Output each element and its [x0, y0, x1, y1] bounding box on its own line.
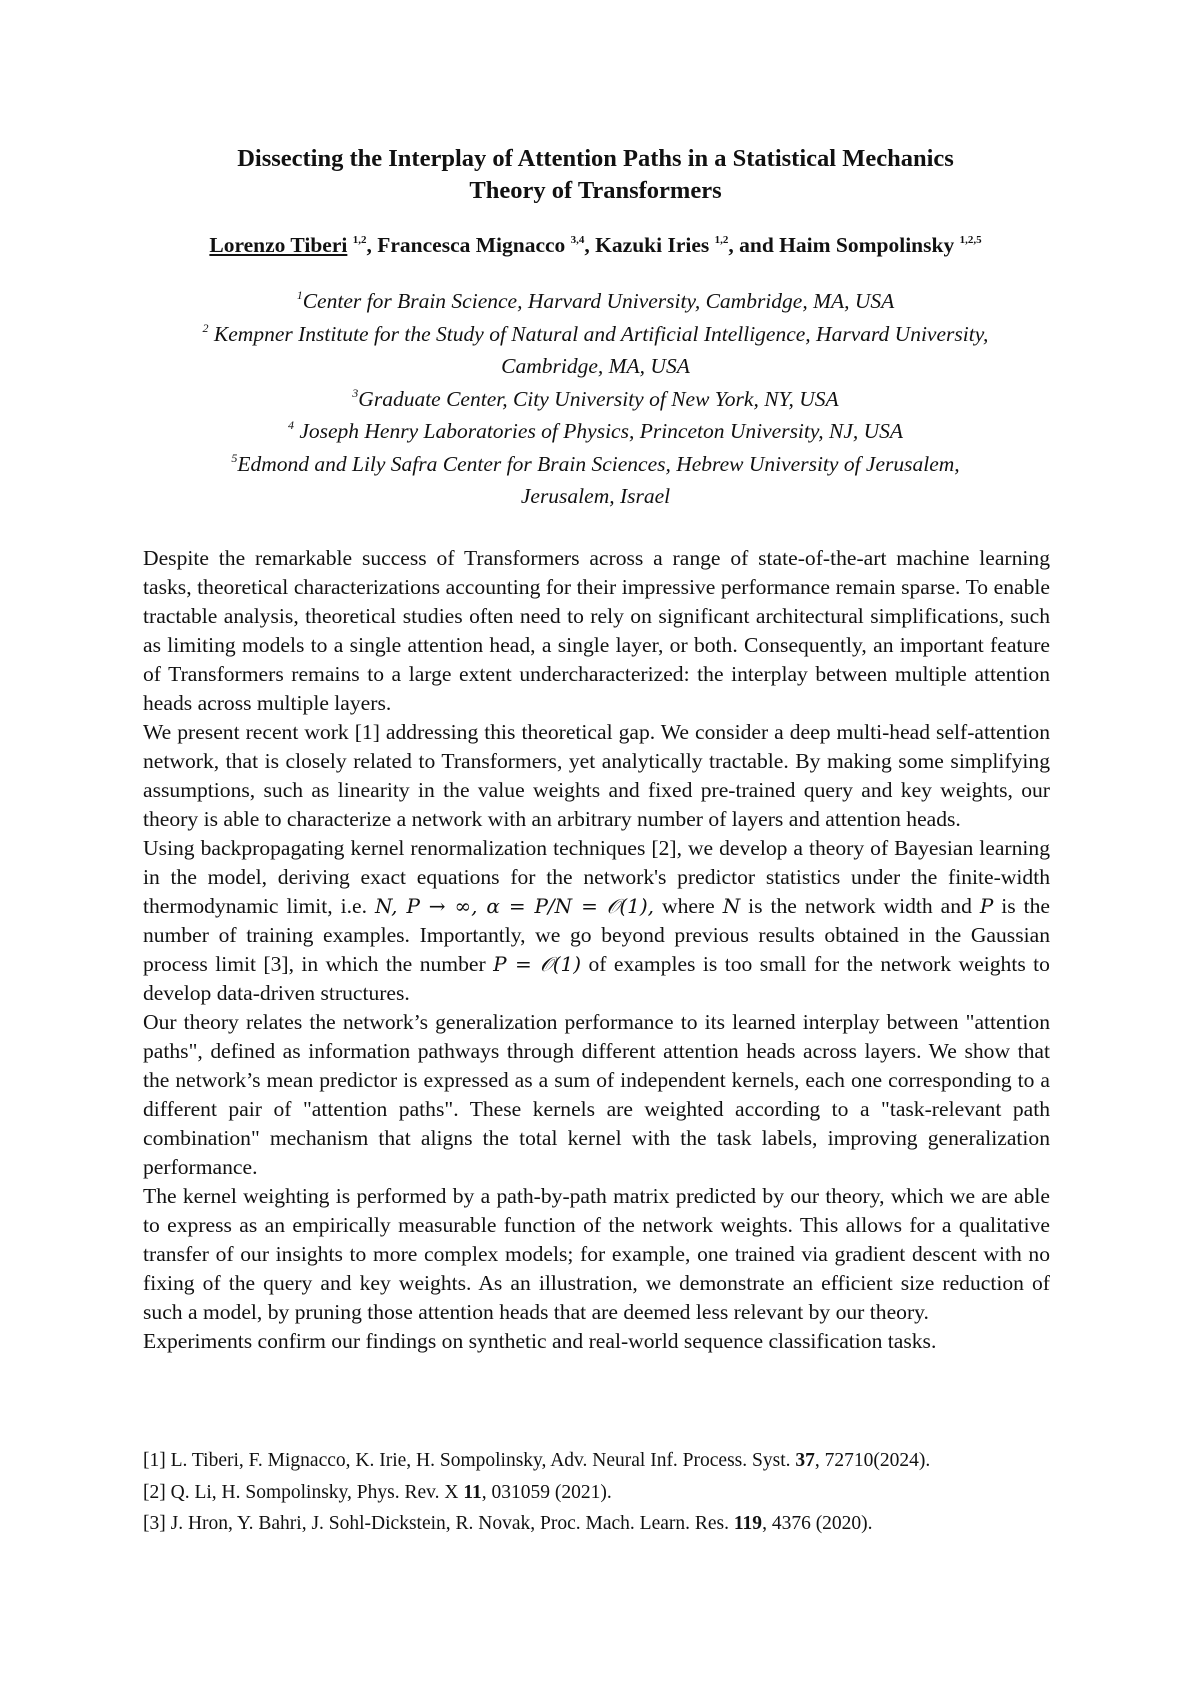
- paper-title: [120, 143, 1071, 207]
- affiliation-mark: 4: [287, 418, 294, 432]
- affiliation-line: [120, 415, 1071, 448]
- affiliation-text: Edmond and Lily Safra Center for Brain Sciences, Hebrew University of Jerusalem,: [237, 451, 960, 476]
- paragraph-text: where: [654, 894, 723, 918]
- author-affiliation-mark: 1,2: [714, 234, 729, 246]
- math-symbol: P: [979, 894, 994, 918]
- affiliation-line: [120, 383, 1071, 416]
- author-name: Kazuki Iries: [595, 233, 710, 257]
- author-separator: , and: [728, 233, 780, 257]
- reference-text: , 72710(2024).: [814, 1450, 931, 1471]
- affiliation-mark: 3: [352, 385, 359, 400]
- reference-volume: 11: [463, 1481, 482, 1503]
- affiliation-text: Cambridge, MA, USA: [501, 354, 690, 378]
- reference-item: [143, 1445, 1083, 1477]
- author-separator: ,: [366, 233, 378, 257]
- affiliation-mark: 2: [202, 320, 209, 335]
- reference-item: [143, 1477, 1083, 1509]
- author-separator: ,: [584, 233, 596, 257]
- author-affiliation-mark: 3,4: [570, 234, 585, 246]
- abstract-paragraph: [143, 834, 1050, 1008]
- math-expression: N, P → ∞, α = P/N = 𝒪(1),: [374, 894, 655, 918]
- author-name: Francesca Mignacco: [377, 233, 566, 257]
- affiliation-text: Kempner Institute for the Study of Natural and Artificial Intelligence, Harvard University,: [208, 321, 989, 346]
- author-name: Haim Sompolinsky: [779, 233, 955, 257]
- affiliation-text: Center for Brain Science, Harvard University, Cambridge, MA, USA: [302, 289, 895, 313]
- title-line-2: Theory of Transformers: [469, 177, 722, 204]
- reference-text: [1] L. Tiberi, F. Mignacco, K. Irie, H. Sompolinsky, Adv. Neural Inf. Process. Syst.: [143, 1450, 796, 1471]
- author-affiliation-mark: 1,2,5: [959, 234, 982, 246]
- affiliation-line: [120, 448, 1071, 481]
- affiliation-text: Jerusalem, Israel: [520, 484, 671, 508]
- reference-volume: 119: [733, 1513, 763, 1534]
- abstract-paragraph: Experiments confirm our findings on synthetic and real-world sequence classification tasks.: [143, 1329, 937, 1353]
- affiliation-line: [120, 350, 1071, 383]
- affiliation-line: [120, 318, 1071, 351]
- paragraph-text: of examples is too small for the network weights to develop data-driven structures.: [143, 952, 1050, 1005]
- affiliation-line: [120, 285, 1071, 318]
- affiliation-mark: 1: [296, 288, 303, 302]
- affiliation-list: [120, 285, 1071, 513]
- reference-text: , 4376 (2020).: [762, 1513, 873, 1534]
- abstract-paragraph: We present recent work [1] addressing this theoretical gap. We consider a deep multi-head self-attention network, that is closely related to Transformers, yet analytically tractable. By making some simplifying assumptions, such as linearity in the value weights and fixed pre-trained query and key weights, our theory is able to characterize a network with an arbitrary number of layers and attention heads.: [143, 720, 1050, 831]
- reference-text: [3] J. Hron, Y. Bahri, J. Sohl-Dickstein, R. Novak, Proc. Mach. Learn. Res.: [143, 1513, 734, 1534]
- abstract-paragraph: The kernel weighting is performed by a path-by-path matrix predicted by our theory, which we are able to express as an empirically measurable function of the network weights. This allows for a qualitative transfer of our insights to more complex models; for example, one trained via gradient descent with no fixing of the query and key weights. As an illustration, we demonstrate an efficient size reduction of such a model, by pruning those attention heads that are deemed less relevant by our theory.: [143, 1184, 1050, 1324]
- title-line-1: Dissecting the Interplay of Attention Paths in a Statistical Mechanics: [237, 145, 954, 172]
- paragraph-text: is the network width and: [740, 894, 980, 918]
- reference-list: [143, 1445, 1083, 1540]
- affiliation-mark: 5: [231, 450, 238, 465]
- author-list: [100, 231, 1091, 259]
- author-affiliation-mark: 1,2: [352, 234, 367, 246]
- paragraph-text: Using backpropagating kernel renormalization techniques [2], we develop a theory of Bayesian learning in the model, deriving exact equations for the network's predictor statistics under the finite-width thermodynamic limit, i.e.: [143, 836, 1050, 918]
- abstract-body: [143, 544, 1050, 1356]
- reference-text: [2] Q. Li, H. Sompolinsky, Phys. Rev. X: [143, 1481, 464, 1503]
- affiliation-line: [120, 480, 1071, 513]
- abstract-paragraph: Despite the remarkable success of Transformers across a range of state-of-the-art machine learning tasks, theoretical characterizations accounting for their impressive performance remain sparse. To enable tractable analysis, theoretical studies often need to rely on significant architectural simplifications, such as limiting models to a single attention head, a single layer, or both. Consequently, an important feature of Transformers remains to a large extent undercharacterized: the interplay between multiple attention heads across multiple layers.: [143, 546, 1050, 715]
- abstract-paragraph: Our theory relates the network’s generalization performance to its learned interplay between "attention paths", defined as information pathways through different attention heads across layers. We show that the network’s mean predictor is expressed as a sum of independent kernels, each one corresponding to a different pair of "attention paths". These kernels are weighted according to a "task-relevant path combination" mechanism that aligns the total kernel with the task labels, improving generalization performance.: [143, 1010, 1050, 1179]
- reference-volume: 37: [795, 1450, 815, 1471]
- math-symbol: N: [722, 894, 741, 918]
- affiliation-text: Joseph Henry Laboratories of Physics, Princeton University, NJ, USA: [293, 419, 904, 443]
- affiliation-text: Graduate Center, City University of New York, NY, USA: [358, 386, 839, 411]
- paragraph-text: is the number of training examples. Importantly, we go beyond previous results obtained in the Gaussian process limit [3], in which the number: [143, 894, 1050, 976]
- math-expression: P = 𝒪(1): [493, 952, 582, 976]
- reference-text: , 031059 (2021).: [481, 1481, 612, 1503]
- reference-item: [143, 1508, 1083, 1540]
- author-name: Lorenzo Tiberi: [209, 233, 348, 257]
